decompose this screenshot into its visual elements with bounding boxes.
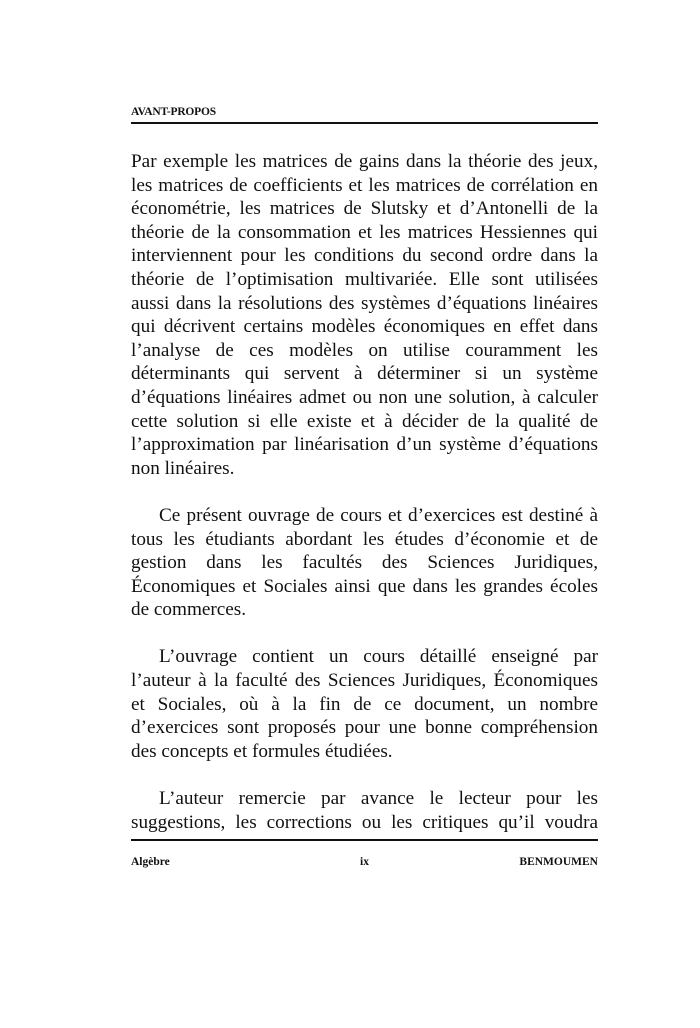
paragraph-3: L’ouvrage contient un cours détaillé enseigné par l’auteur à la faculté des Sciences Juridiques, Économiques et Sociales, où à la fin de ce document, un nombre d’exercices sont proposés pour une bonne compréhension des concepts et formules étudiées. [131, 646, 598, 762]
paragraph-1: Par exemple les matrices de gains dans la théorie des jeux, les matrices de coefficients et les matrices de corrélation en économétrie, les matrices de Slutsky et d’Antonelli de la théorie de la consommation et les matrices Hessiennes qui interviennent pour les conditions du second ordre dans la théorie de l’optimisation multivariée. Elle sont utilisées aussi dans la résolutions des systèmes d’équations linéaires qui décrivent certains modèles économiques en effet dans l’analyse de ces modèles on utilise couramment les déterminants qui servent à déterminer si un système d’équations linéaires admet ou non une solution, à calculer cette solution si elle existe et à décider de la qualité de l’approximation par linéarisation d’un système d’équations non linéaires. [131, 151, 598, 479]
footer-rule [131, 839, 598, 841]
footer-author: BENMOUMEN [519, 856, 598, 868]
paragraph-2: Ce présent ouvrage de cours et d’exercices est destiné à tous les étudiants abordant les études d’économie et de gestion dans les facultés des Sciences Juridiques, Économiques et Sociales ainsi que dans les grandes écoles de commerces. [131, 504, 598, 621]
footer-book-title: Algèbre [131, 856, 170, 868]
paragraph-4: L’auteur remercie par avance le lecteur pour les suggestions, les corrections ou les critiques qu’il voudra [131, 788, 598, 833]
running-footer [131, 856, 598, 872]
page-body [131, 150, 598, 858]
page-number: ix [360, 856, 369, 868]
header-rule [131, 122, 598, 124]
running-header-title: AVANT-PROPOS [131, 106, 216, 118]
